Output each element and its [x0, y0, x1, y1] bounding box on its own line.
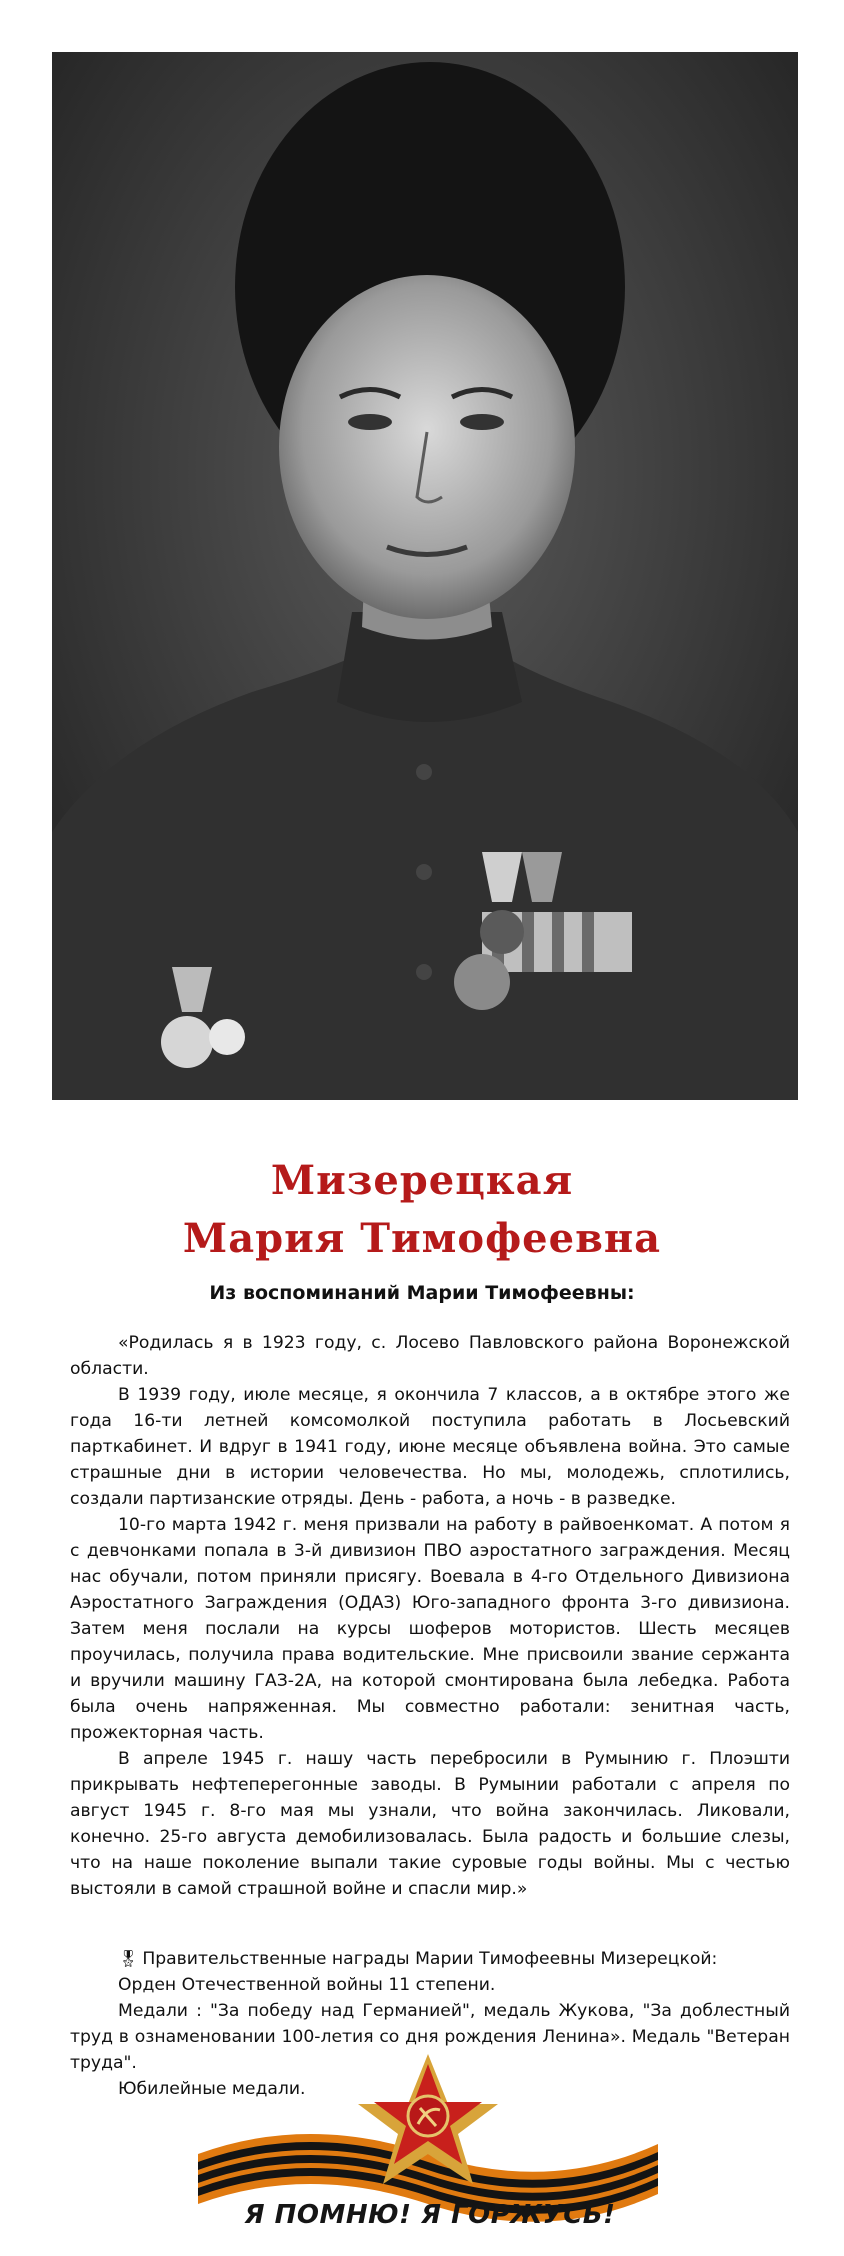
portrait-photo [52, 52, 798, 1100]
slogan-text: Я ПОМНЮ! Я ГОРЖУСЬ! [244, 2200, 616, 2230]
memoir-text [70, 1330, 790, 1902]
person-given-name: Мария Тимофеевна [182, 1215, 662, 1262]
memoir-subtitle: Из воспоминаний Марии Тимофеевны: [209, 1282, 635, 1304]
memoir-paragraph: «Родилась я в 1923 году, с. Лосево Павловского района Воронежской области. [70, 1333, 790, 1379]
awards-heading-line [70, 1946, 790, 1972]
awards-medals: Медали : "За победу над Германией", медаль Жукова, "За доблестный труд в ознаменовании 100-летия со дня рождения Ленина». Медаль "Ветеран труда". [70, 2001, 790, 2073]
medal-icon: 🎖 [118, 1949, 139, 1968]
awards-jubilee: Юбилейные медали. [118, 2079, 306, 2099]
awards-heading: Правительственные награды Марии Тимофеевны Мизерецкой: [142, 1949, 718, 1969]
memoir-paragraph: В 1939 году, июле месяце, я окончила 7 классов, а в октябре этого же года 16-ти летней комсомолкой поступила работать в Лосьевский парткабинет. И вдруг в 1941 году, июне месяце объявлена война. Это самые страшные дни в истории человечества. Но мы, молодежь, сплотились, создали партизанские отряды. День - работа, а ночь - в разведке. [70, 1385, 790, 1509]
memoir-paragraph: 10-го марта 1942 г. меня призвали на работу в райвоенкомат. А потом я с девчонками попала в 3-й дивизион ПВО аэростатного заграждения. Месяц нас обучали, потом приняли присягу. Воевала в 4-го Отдельного Дивизиона Аэростатного Заграждения (ОДАЗ) Юго-западного фронта 3-го дивизиона. Затем меня послали на курсы шоферов мотористов. Шесть месяцев проучилась, получила права водительские. Мне присвоили звание сержанта и вручили машину ГАЗ-2А, на которой смонтирована была лебедка. Работа была очень напряженная. Мы совместно работали: зенитная часть, прожекторная часть. [70, 1515, 790, 1743]
awards-orders: Орден Отечественной войны 11 степени. [118, 1975, 496, 1995]
person-surname: Мизерецкая [270, 1157, 574, 1204]
memoir-paragraph: В апреле 1945 г. нашу часть перебросили в Румынию г. Плоэшти прикрывать нефтеперегонные заводы. В Румынии работали с апреля по август 1945 г. 8-го мая мы узнали, что война закончилась. Ликовали, конечно. 25-го августа демобилизовалась. Была радость и большие слезы, что на наше поколение выпали такие суровые годы войны. Мы с честью выстояли в самой страшной войне и спасли мир.» [70, 1749, 790, 1899]
